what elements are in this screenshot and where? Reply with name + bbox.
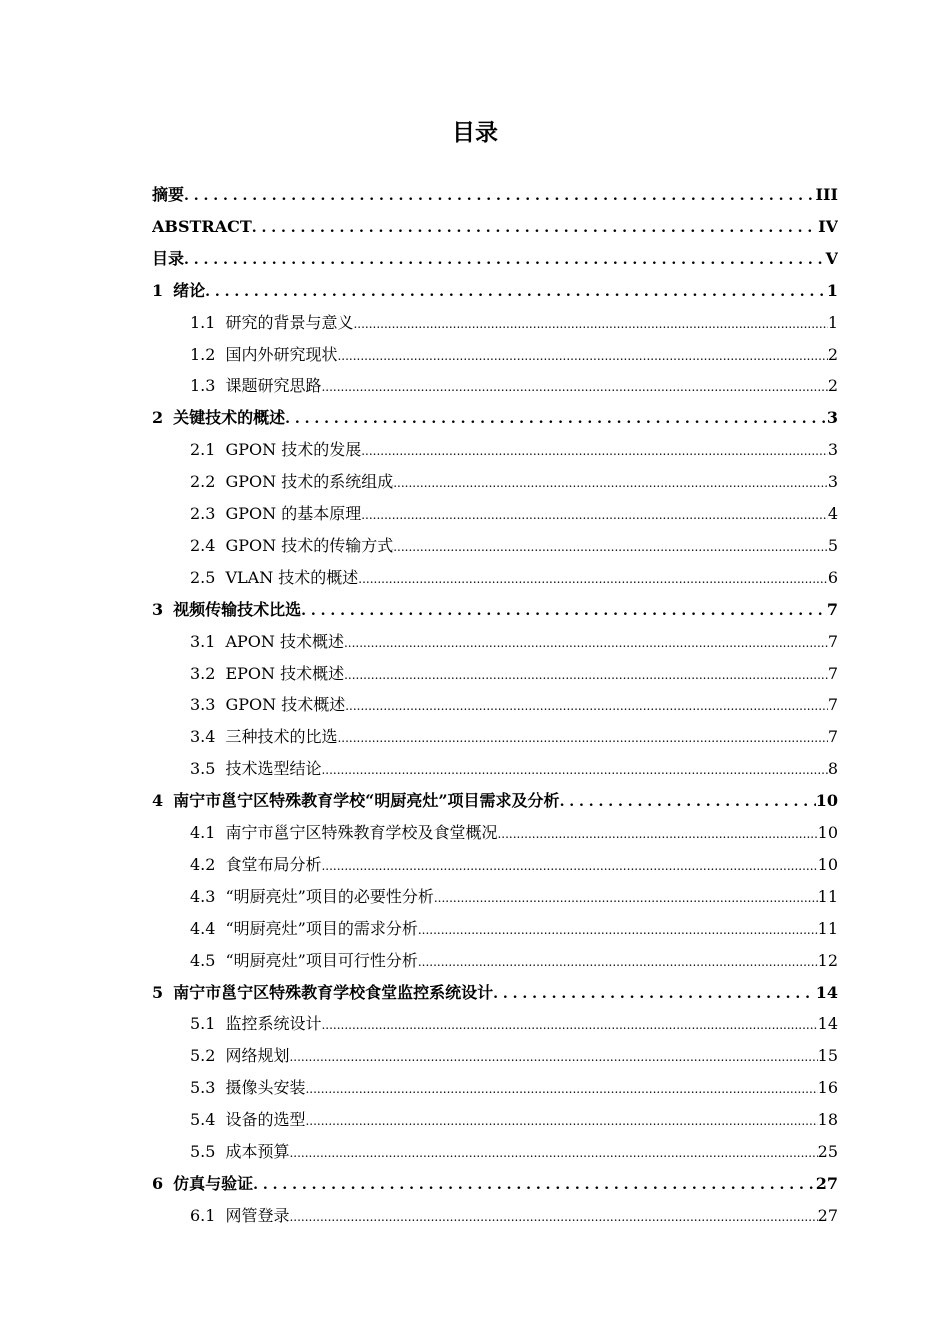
toc-entry-text: 视频传输技术比选 (173, 599, 302, 619)
toc-entry-number: 3.3 (190, 695, 216, 715)
toc-entry-text: 关键技术的概述 (173, 408, 286, 428)
toc-entry-label (152, 211, 252, 243)
toc-entry-text: 技术选型结论 (225, 759, 322, 779)
toc-entry-number: 3 (152, 599, 164, 619)
toc-dot-leader (184, 179, 816, 211)
toc-page-number: V (825, 248, 838, 268)
toc-entry-text: 食堂布局分析 (225, 854, 322, 874)
toc-entry-text: 南宁市邕宁区特殊教育学校及食堂概况 (225, 823, 498, 842)
toc-section-entry[interactable] (190, 881, 838, 913)
toc-page-number: 14 (815, 982, 838, 1002)
toc-section-entry[interactable] (190, 1072, 838, 1104)
toc-dot-leader (305, 1072, 817, 1104)
toc-entry-text: “明厨亮灶”项目的必要性分析 (225, 886, 434, 906)
toc-dot-leader (252, 211, 818, 243)
toc-entry-text: 南宁市邕宁区特殊教育学校“明厨亮灶”项目需求及分析 (173, 791, 560, 811)
toc-entry-text: GPON 技术的发展 (225, 440, 362, 460)
toc-entry-label (152, 1168, 253, 1200)
toc-page-number: 3 (827, 472, 838, 492)
page-title: 目录 (452, 120, 498, 146)
toc-entry-text: 监控系统设计 (225, 1014, 322, 1034)
toc-entry-number: 1.3 (190, 376, 216, 396)
toc-entry-number: 5 (152, 982, 164, 1002)
toc-section-entry[interactable] (190, 626, 838, 658)
toc-dot-leader (205, 275, 827, 307)
toc-entry-label (152, 785, 560, 817)
toc-dot-leader (344, 658, 828, 690)
toc-dot-leader (345, 689, 828, 721)
toc-dot-leader (493, 977, 816, 1009)
toc-dot-leader (560, 785, 816, 817)
toc-entry-text: ABSTRACT (152, 216, 252, 236)
toc-page-number: 3 (827, 440, 838, 460)
toc-entry-label (190, 1008, 321, 1040)
toc-entry-label (152, 179, 184, 211)
toc-dot-leader (321, 753, 827, 785)
toc-chapter-entry[interactable] (152, 179, 838, 211)
toc-entry-number: 2.4 (190, 535, 216, 555)
toc-entry-number: 4 (152, 791, 164, 811)
toc-entry-label (190, 1200, 289, 1232)
toc-entry-label (190, 753, 321, 785)
toc-dot-leader (301, 594, 827, 626)
toc-entry-label (190, 562, 358, 594)
toc-dot-leader (418, 913, 818, 945)
toc-entry-number: 4.1 (190, 823, 216, 842)
toc-section-entry[interactable] (190, 530, 838, 562)
toc-entry-label (152, 275, 205, 307)
toc-section-entry[interactable] (190, 339, 838, 371)
toc-entry-text: 目录 (152, 248, 185, 268)
toc-page-number: 5 (827, 535, 838, 555)
toc-entry-number: 3.1 (190, 631, 216, 651)
toc-page-number: 7 (827, 727, 838, 747)
toc-page-number: 14 (817, 1014, 838, 1034)
toc-section-entry[interactable] (190, 434, 838, 466)
toc-entry-text: 设备的选型 (225, 1110, 306, 1130)
toc-entry-label (190, 466, 393, 498)
toc-entry-number: 5.3 (190, 1078, 216, 1098)
toc-section-entry[interactable] (190, 913, 838, 945)
toc-entry-number: 5.1 (190, 1014, 216, 1034)
toc-dot-leader (253, 1168, 816, 1200)
toc-dot-leader (305, 1104, 817, 1136)
toc-chapter-entry[interactable] (152, 1168, 838, 1200)
toc-entry-text: 绪论 (173, 280, 206, 300)
toc-entry-text: VLAN 技术的概述 (225, 567, 359, 587)
toc-page-number: 2 (827, 376, 838, 396)
toc-page-number: 12 (817, 950, 838, 970)
toc-dot-leader (184, 243, 826, 275)
toc-entry-number: 2.2 (190, 472, 216, 492)
toc-section-entry[interactable] (190, 466, 838, 498)
toc-entry-label (190, 721, 337, 753)
toc-chapter-entry[interactable] (152, 977, 838, 1009)
toc-section-entry[interactable] (190, 1008, 838, 1040)
toc-entry-label (190, 434, 361, 466)
toc-entry-number: 5.2 (190, 1046, 216, 1066)
toc-dot-leader (289, 1136, 817, 1168)
toc-dot-leader (321, 1008, 817, 1040)
toc-chapter-entry[interactable] (152, 402, 838, 434)
toc-section-entry[interactable] (190, 1200, 838, 1232)
toc-entry-text: GPON 的基本原理 (225, 504, 362, 523)
toc-section-entry[interactable] (190, 562, 838, 594)
toc-section-entry[interactable] (190, 689, 838, 721)
toc-entry-text: APON 技术概述 (225, 631, 344, 651)
toc-entry-text: 网络规划 (225, 1046, 290, 1066)
toc-page-number: 18 (817, 1110, 838, 1130)
toc-entry-number: 5.4 (190, 1110, 216, 1130)
toc-entry-number: 3.5 (190, 759, 216, 779)
toc-entry-number: 4.5 (190, 950, 216, 970)
toc-section-entry[interactable] (190, 307, 838, 339)
toc-entry-label (152, 402, 285, 434)
toc-entry-number: 3.2 (190, 663, 216, 683)
toc-section-entry[interactable] (190, 658, 838, 690)
toc-entry-number: 3.4 (190, 727, 216, 747)
toc-page-number: 7 (827, 695, 838, 715)
toc-page-number: 7 (827, 631, 838, 651)
toc-entry-label (190, 1104, 305, 1136)
toc-entry-number: 4.4 (190, 918, 216, 938)
toc-section-entry[interactable] (190, 498, 838, 530)
toc-page-number: 10 (817, 854, 838, 874)
toc-entry-label (190, 370, 321, 402)
toc-page-number: 3 (826, 408, 838, 428)
toc-entry-label (190, 658, 344, 690)
toc-entry-text: 课题研究思路 (225, 376, 322, 396)
toc-page-number: 8 (827, 759, 838, 779)
toc-entry-number: 2.5 (190, 567, 216, 587)
toc-entry-text: GPON 技术概述 (225, 695, 346, 715)
toc-dot-leader (361, 434, 828, 466)
toc-entry-label (190, 339, 337, 371)
toc-chapter-entry[interactable] (152, 243, 838, 275)
toc-entry-number: 2.3 (190, 504, 216, 523)
toc-dot-leader (337, 721, 827, 753)
toc-entry-text: “明厨亮灶”项目可行性分析 (225, 950, 418, 970)
toc-section-entry[interactable] (190, 849, 838, 881)
toc-entry-text: “明厨亮灶”项目的需求分析 (225, 918, 418, 938)
toc-entry-number: 4.2 (190, 854, 216, 874)
toc-entry-label (190, 817, 497, 849)
toc-entry-number: 6 (152, 1173, 164, 1193)
toc-dot-leader (344, 626, 828, 658)
toc-page-number: 25 (817, 1142, 838, 1161)
toc-entry-number: 1.1 (190, 312, 216, 332)
toc-section-entry[interactable] (190, 945, 838, 977)
toc-dot-leader (497, 817, 817, 849)
toc-entry-label (190, 689, 345, 721)
toc-entry-text: 三种技术的比选 (225, 727, 338, 747)
toc-page-number: 27 (817, 1205, 838, 1225)
toc-entry-label (190, 881, 434, 913)
toc-entry-text: 仿真与验证 (173, 1173, 254, 1193)
toc-chapter-entry[interactable] (152, 594, 838, 626)
toc-entry-label (190, 1072, 305, 1104)
toc-page-number: IV (818, 216, 838, 236)
toc-entry-label (190, 913, 418, 945)
toc-section-entry[interactable] (190, 1040, 838, 1072)
toc-dot-leader (289, 1200, 817, 1232)
toc-dot-leader (393, 466, 828, 498)
toc-dot-leader (353, 307, 827, 339)
toc-page-number: 4 (827, 504, 838, 523)
toc-page-number: 10 (817, 823, 838, 842)
toc-entry-label (190, 945, 418, 977)
toc-entry-label (190, 849, 321, 881)
toc-page-number: 2 (827, 344, 838, 364)
toc-dot-leader (289, 1040, 817, 1072)
toc-page-number: 10 (815, 791, 838, 811)
toc-entry-number: 2 (152, 408, 164, 428)
toc-entry-text: 摘要 (152, 185, 185, 204)
toc-entry-label (190, 626, 344, 658)
toc-chapter-entry[interactable] (152, 785, 838, 817)
toc-dot-leader (358, 562, 828, 594)
toc-entry-label (152, 594, 301, 626)
toc-page-number: III (815, 185, 838, 204)
toc-section-entry[interactable] (190, 817, 838, 849)
toc-page-number: 1 (827, 312, 838, 332)
toc-chapter-entry[interactable] (152, 275, 838, 307)
toc-entry-label (190, 1136, 289, 1168)
toc-entry-number: 1.2 (190, 344, 216, 364)
toc-entry-label (190, 530, 393, 562)
toc-section-entry[interactable] (190, 370, 838, 402)
toc-entry-label (190, 1040, 289, 1072)
toc-page-number: 1 (826, 280, 838, 300)
toc-entry-text: 成本预算 (225, 1142, 290, 1161)
toc-page-number: 11 (817, 918, 838, 938)
toc-dot-leader (434, 881, 818, 913)
toc-entry-number: 5.5 (190, 1142, 216, 1161)
toc-entry-text: 摄像头安装 (225, 1078, 306, 1098)
toc-entry-text: GPON 技术的系统组成 (225, 472, 394, 492)
toc-page-number: 6 (827, 567, 838, 587)
toc-chapter-entry[interactable] (152, 211, 838, 243)
toc-page-number: 11 (817, 886, 838, 906)
toc-entry-text: 国内外研究现状 (225, 344, 338, 364)
toc-page-number: 7 (826, 599, 838, 619)
toc-entry-text: 研究的背景与意义 (225, 312, 354, 332)
toc-entry-label (190, 307, 353, 339)
toc-page-number: 15 (817, 1046, 838, 1066)
toc-entry-text: 网管登录 (225, 1205, 290, 1225)
toc-entry-text: 南宁市邕宁区特殊教育学校食堂监控系统设计 (173, 982, 494, 1002)
toc-page-number: 7 (827, 663, 838, 683)
toc-dot-leader (285, 402, 827, 434)
toc-dot-leader (418, 945, 818, 977)
toc-entry-number: 6.1 (190, 1205, 216, 1225)
toc-section-entry[interactable] (190, 1136, 838, 1168)
toc-entry-label (152, 243, 184, 275)
toc-section-entry[interactable] (190, 753, 838, 785)
toc-section-entry[interactable] (190, 721, 838, 753)
toc-page-number: 27 (815, 1173, 838, 1193)
toc-entry-text: GPON 技术的传输方式 (225, 535, 394, 555)
toc-dot-leader (321, 849, 817, 881)
toc-entry-number: 1 (152, 280, 164, 300)
toc-entry-label (190, 498, 361, 530)
toc-dot-leader (361, 498, 828, 530)
toc-dot-leader (337, 339, 827, 371)
toc-page-number: 16 (817, 1078, 838, 1098)
toc-dot-leader (393, 530, 828, 562)
toc-entry-label (152, 977, 493, 1009)
toc-section-entry[interactable] (190, 1104, 838, 1136)
toc-entry-text: EPON 技术概述 (225, 663, 345, 683)
toc-entry-number: 4.3 (190, 886, 216, 906)
toc-entry-number: 2.1 (190, 440, 216, 460)
toc-dot-leader (321, 370, 827, 402)
